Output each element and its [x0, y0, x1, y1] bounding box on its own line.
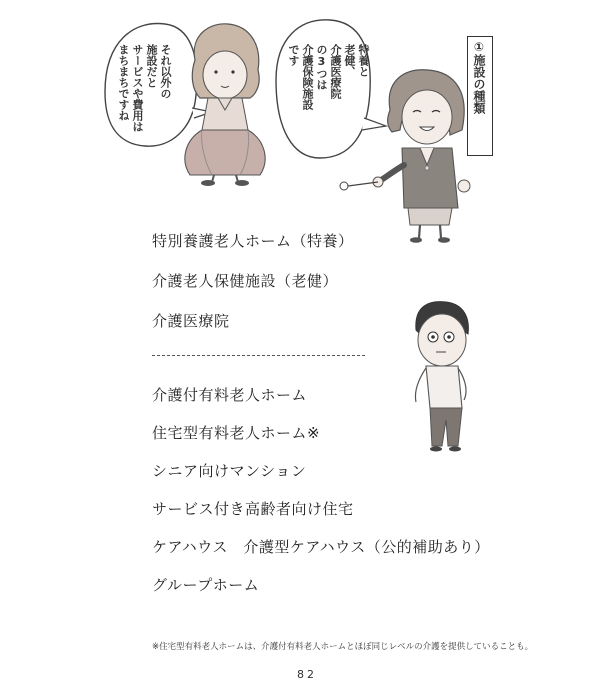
dashed-divider — [152, 355, 365, 356]
list-item: ケアハウス 介護型ケアハウス（公的補助あり） — [152, 538, 490, 556]
list-item: グループホーム — [152, 576, 260, 594]
speech-right-line: の3つは — [315, 44, 328, 90]
list-item: 介護付有料老人ホーム — [152, 386, 308, 404]
list-item: 特別養護老人ホーム（特養） — [152, 232, 354, 250]
speech-left-line: 施設だと — [145, 44, 158, 88]
speech-left-line: それ以外の — [159, 44, 172, 99]
list-item: 住宅型有料老人ホーム※ — [152, 424, 321, 442]
speech-right-line: です — [287, 44, 300, 66]
speech-right-line: 特養と — [357, 44, 370, 77]
boy-illustration — [415, 302, 468, 452]
speech-left-line: サービスや費用は — [131, 44, 144, 132]
speech-right-line: 介護医療院 — [329, 44, 342, 99]
woman-in-dress-illustration — [185, 24, 265, 186]
speech-right-line: 介護保険施設 — [301, 44, 314, 110]
speech-text-right — [286, 44, 370, 154]
list-item: 介護医療院 — [152, 312, 230, 330]
list-item: サービス付き高齢者向け住宅 — [152, 500, 354, 518]
speech-right-line: 老健、 — [343, 44, 356, 77]
speech-left-line: まちまちですね — [117, 44, 130, 121]
list-item: シニア向けマンション — [152, 462, 307, 480]
page-number: 82 — [297, 668, 317, 681]
section-title: ①施設の種類 — [472, 40, 486, 114]
footnote: ※住宅型有料老人ホームは、介護付有料老人ホームとほぼ同じレベルの介護を提供していることも。 — [152, 642, 534, 652]
speech-text-left — [116, 44, 172, 134]
list-item: 介護老人保健施設（老健） — [152, 272, 339, 290]
